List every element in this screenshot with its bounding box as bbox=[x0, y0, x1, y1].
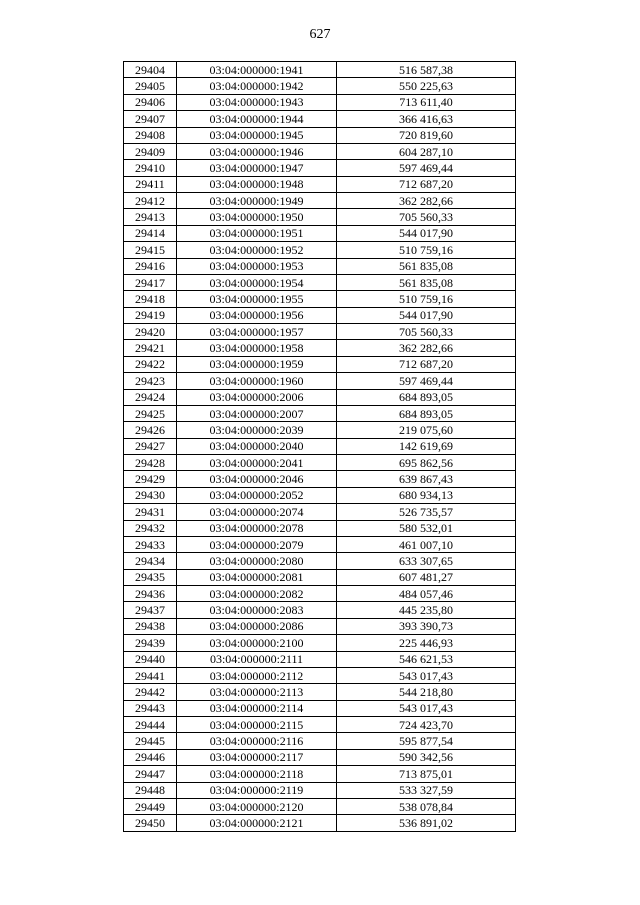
table-row bbox=[124, 160, 516, 176]
cadastral-value-cell: 536 891,02 bbox=[337, 815, 516, 831]
row-number-cell: 29431 bbox=[124, 504, 177, 520]
cadastral-value-cell: 695 862,56 bbox=[337, 455, 516, 471]
row-number-cell: 29440 bbox=[124, 651, 177, 667]
cadastral-number-cell: 03:04:000000:2086 bbox=[177, 618, 337, 634]
cadastral-value-cell: 544 017,90 bbox=[337, 307, 516, 323]
table-row bbox=[124, 291, 516, 307]
table-row bbox=[124, 324, 516, 340]
cadastral-value-cell: 445 235,80 bbox=[337, 602, 516, 618]
cadastral-number-cell: 03:04:000000:2078 bbox=[177, 520, 337, 536]
table-row bbox=[124, 766, 516, 782]
page-number: 627 bbox=[309, 27, 331, 42]
cadastral-value-cell: 533 327,59 bbox=[337, 782, 516, 798]
table-row bbox=[124, 471, 516, 487]
table-row bbox=[124, 307, 516, 323]
table-row bbox=[124, 717, 516, 733]
cadastral-value-cell: 720 819,60 bbox=[337, 127, 516, 143]
cadastral-number-cell: 03:04:000000:2115 bbox=[177, 717, 337, 733]
cadastral-value-cell: 561 835,08 bbox=[337, 274, 516, 290]
row-number-cell: 29436 bbox=[124, 586, 177, 602]
table-row bbox=[124, 798, 516, 814]
table-row bbox=[124, 520, 516, 536]
row-number-cell: 29414 bbox=[124, 225, 177, 241]
cadastral-number-cell: 03:04:000000:2080 bbox=[177, 553, 337, 569]
row-number-cell: 29413 bbox=[124, 209, 177, 225]
row-number-cell: 29441 bbox=[124, 667, 177, 683]
cadastral-value-cell: 510 759,16 bbox=[337, 242, 516, 258]
cadastral-value-cell: 680 934,13 bbox=[337, 487, 516, 503]
row-number-cell: 29432 bbox=[124, 520, 177, 536]
row-number-cell: 29437 bbox=[124, 602, 177, 618]
cadastral-number-cell: 03:04:000000:2082 bbox=[177, 586, 337, 602]
cadastral-number-cell: 03:04:000000:2046 bbox=[177, 471, 337, 487]
table-row bbox=[124, 389, 516, 405]
cadastral-number-cell: 03:04:000000:1955 bbox=[177, 291, 337, 307]
cadastral-number-cell: 03:04:000000:2119 bbox=[177, 782, 337, 798]
row-number-cell: 29427 bbox=[124, 438, 177, 454]
cadastral-number-cell: 03:04:000000:2114 bbox=[177, 700, 337, 716]
table-row bbox=[124, 733, 516, 749]
cadastral-value-cell: 543 017,43 bbox=[337, 700, 516, 716]
row-number-cell: 29404 bbox=[124, 62, 177, 78]
cadastral-number-cell: 03:04:000000:2079 bbox=[177, 536, 337, 552]
row-number-cell: 29428 bbox=[124, 455, 177, 471]
cadastral-number-cell: 03:04:000000:1944 bbox=[177, 111, 337, 127]
cadastral-value-cell: 544 218,80 bbox=[337, 684, 516, 700]
row-number-cell: 29446 bbox=[124, 749, 177, 765]
cadastral-number-cell: 03:04:000000:1946 bbox=[177, 143, 337, 159]
table-row bbox=[124, 209, 516, 225]
row-number-cell: 29417 bbox=[124, 274, 177, 290]
cadastral-value-cell: 724 423,70 bbox=[337, 717, 516, 733]
table-row bbox=[124, 274, 516, 290]
row-number-cell: 29426 bbox=[124, 422, 177, 438]
table-row bbox=[124, 438, 516, 454]
table-row bbox=[124, 193, 516, 209]
row-number-cell: 29408 bbox=[124, 127, 177, 143]
row-number-cell: 29407 bbox=[124, 111, 177, 127]
cadastral-number-cell: 03:04:000000:1958 bbox=[177, 340, 337, 356]
cadastral-value-cell: 561 835,08 bbox=[337, 258, 516, 274]
row-number-cell: 29423 bbox=[124, 373, 177, 389]
cadastral-value-cell: 362 282,66 bbox=[337, 340, 516, 356]
cadastral-value-cell: 607 481,27 bbox=[337, 569, 516, 585]
table-row bbox=[124, 405, 516, 421]
cadastral-number-cell: 03:04:000000:1945 bbox=[177, 127, 337, 143]
row-number-cell: 29415 bbox=[124, 242, 177, 258]
table-row bbox=[124, 127, 516, 143]
table-row bbox=[124, 684, 516, 700]
table-row bbox=[124, 455, 516, 471]
cadastral-number-cell: 03:04:000000:1952 bbox=[177, 242, 337, 258]
row-number-cell: 29409 bbox=[124, 143, 177, 159]
cadastral-number-cell: 03:04:000000:1950 bbox=[177, 209, 337, 225]
cadastral-value-cell: 362 282,66 bbox=[337, 193, 516, 209]
row-number-cell: 29450 bbox=[124, 815, 177, 831]
cadastral-value-cell: 580 532,01 bbox=[337, 520, 516, 536]
row-number-cell: 29419 bbox=[124, 307, 177, 323]
cadastral-value-cell: 516 587,38 bbox=[337, 62, 516, 78]
row-number-cell: 29429 bbox=[124, 471, 177, 487]
row-number-cell: 29449 bbox=[124, 798, 177, 814]
row-number-cell: 29435 bbox=[124, 569, 177, 585]
table-row bbox=[124, 356, 516, 372]
cadastral-value-cell: 712 687,20 bbox=[337, 356, 516, 372]
table-row bbox=[124, 78, 516, 94]
cadastral-number-cell: 03:04:000000:2041 bbox=[177, 455, 337, 471]
cadastral-value-cell: 225 446,93 bbox=[337, 635, 516, 651]
table-row bbox=[124, 749, 516, 765]
cadastral-value-cell: 639 867,43 bbox=[337, 471, 516, 487]
table-row bbox=[124, 242, 516, 258]
cadastral-value-cell: 597 469,44 bbox=[337, 373, 516, 389]
cadastral-number-cell: 03:04:000000:1942 bbox=[177, 78, 337, 94]
cadastral-value-cell: 705 560,33 bbox=[337, 324, 516, 340]
row-number-cell: 29425 bbox=[124, 405, 177, 421]
cadastral-number-cell: 03:04:000000:2111 bbox=[177, 651, 337, 667]
cadastral-value-cell: 590 342,56 bbox=[337, 749, 516, 765]
cadastral-value-cell: 393 390,73 bbox=[337, 618, 516, 634]
cadastral-number-cell: 03:04:000000:1956 bbox=[177, 307, 337, 323]
row-number-cell: 29438 bbox=[124, 618, 177, 634]
table-row bbox=[124, 504, 516, 520]
cadastral-value-cell: 633 307,65 bbox=[337, 553, 516, 569]
cadastral-value-cell: 713 875,01 bbox=[337, 766, 516, 782]
row-number-cell: 29433 bbox=[124, 536, 177, 552]
table-body bbox=[124, 62, 516, 832]
row-number-cell: 29444 bbox=[124, 717, 177, 733]
row-number-cell: 29430 bbox=[124, 487, 177, 503]
cadastral-value-cell: 510 759,16 bbox=[337, 291, 516, 307]
cadastral-number-cell: 03:04:000000:1948 bbox=[177, 176, 337, 192]
row-number-cell: 29442 bbox=[124, 684, 177, 700]
cadastral-number-cell: 03:04:000000:2116 bbox=[177, 733, 337, 749]
row-number-cell: 29412 bbox=[124, 193, 177, 209]
cadastral-value-cell: 684 893,05 bbox=[337, 389, 516, 405]
cadastral-number-cell: 03:04:000000:2118 bbox=[177, 766, 337, 782]
table-row bbox=[124, 667, 516, 683]
table-row bbox=[124, 536, 516, 552]
cadastral-value-cell: 595 877,54 bbox=[337, 733, 516, 749]
row-number-cell: 29445 bbox=[124, 733, 177, 749]
cadastral-number-cell: 03:04:000000:2112 bbox=[177, 667, 337, 683]
cadastral-number-cell: 03:04:000000:2117 bbox=[177, 749, 337, 765]
row-number-cell: 29439 bbox=[124, 635, 177, 651]
row-number-cell: 29418 bbox=[124, 291, 177, 307]
cadastral-number-cell: 03:04:000000:2074 bbox=[177, 504, 337, 520]
cadastral-number-cell: 03:04:000000:1943 bbox=[177, 94, 337, 110]
cadastral-number-cell: 03:04:000000:2120 bbox=[177, 798, 337, 814]
cadastral-value-cell: 543 017,43 bbox=[337, 667, 516, 683]
cadastral-number-cell: 03:04:000000:1953 bbox=[177, 258, 337, 274]
row-number-cell: 29422 bbox=[124, 356, 177, 372]
table-row bbox=[124, 651, 516, 667]
table-row bbox=[124, 111, 516, 127]
table-row bbox=[124, 143, 516, 159]
cadastral-number-cell: 03:04:000000:2113 bbox=[177, 684, 337, 700]
cadastral-number-cell: 03:04:000000:2081 bbox=[177, 569, 337, 585]
cadastral-value-cell: 705 560,33 bbox=[337, 209, 516, 225]
table-row bbox=[124, 569, 516, 585]
cadastral-value-cell: 484 057,46 bbox=[337, 586, 516, 602]
table-row bbox=[124, 422, 516, 438]
cadastral-number-cell: 03:04:000000:2100 bbox=[177, 635, 337, 651]
cadastral-value-cell: 550 225,63 bbox=[337, 78, 516, 94]
table-row bbox=[124, 618, 516, 634]
table-row bbox=[124, 62, 516, 78]
row-number-cell: 29434 bbox=[124, 553, 177, 569]
row-number-cell: 29406 bbox=[124, 94, 177, 110]
cadastral-number-cell: 03:04:000000:2039 bbox=[177, 422, 337, 438]
table-row bbox=[124, 815, 516, 831]
table-row bbox=[124, 782, 516, 798]
table-row bbox=[124, 176, 516, 192]
row-number-cell: 29416 bbox=[124, 258, 177, 274]
cadastral-number-cell: 03:04:000000:2007 bbox=[177, 405, 337, 421]
cadastral-value-cell: 713 611,40 bbox=[337, 94, 516, 110]
row-number-cell: 29411 bbox=[124, 176, 177, 192]
row-number-cell: 29405 bbox=[124, 78, 177, 94]
row-number-cell: 29424 bbox=[124, 389, 177, 405]
row-number-cell: 29447 bbox=[124, 766, 177, 782]
table-row bbox=[124, 340, 516, 356]
table-row bbox=[124, 553, 516, 569]
table-row bbox=[124, 700, 516, 716]
table-row bbox=[124, 635, 516, 651]
cadastral-value-cell: 604 287,10 bbox=[337, 143, 516, 159]
row-number-cell: 29421 bbox=[124, 340, 177, 356]
cadastral-value-cell: 712 687,20 bbox=[337, 176, 516, 192]
cadastral-number-cell: 03:04:000000:1960 bbox=[177, 373, 337, 389]
cadastral-value-cell: 538 078,84 bbox=[337, 798, 516, 814]
cadastral-value-cell: 597 469,44 bbox=[337, 160, 516, 176]
table-row bbox=[124, 225, 516, 241]
row-number-cell: 29448 bbox=[124, 782, 177, 798]
cadastral-value-cell: 526 735,57 bbox=[337, 504, 516, 520]
cadastral-value-cell: 219 075,60 bbox=[337, 422, 516, 438]
cadastral-number-cell: 03:04:000000:2006 bbox=[177, 389, 337, 405]
cadastral-value-cell: 461 007,10 bbox=[337, 536, 516, 552]
table-row bbox=[124, 602, 516, 618]
cadastral-number-cell: 03:04:000000:2052 bbox=[177, 487, 337, 503]
table-row bbox=[124, 258, 516, 274]
cadastral-number-cell: 03:04:000000:2121 bbox=[177, 815, 337, 831]
cadastral-value-table bbox=[123, 61, 516, 832]
table-row bbox=[124, 94, 516, 110]
cadastral-number-cell: 03:04:000000:2040 bbox=[177, 438, 337, 454]
cadastral-number-cell: 03:04:000000:1941 bbox=[177, 62, 337, 78]
cadastral-value-cell: 142 619,69 bbox=[337, 438, 516, 454]
cadastral-number-cell: 03:04:000000:1951 bbox=[177, 225, 337, 241]
cadastral-value-cell: 544 017,90 bbox=[337, 225, 516, 241]
cadastral-number-cell: 03:04:000000:2083 bbox=[177, 602, 337, 618]
table-row bbox=[124, 586, 516, 602]
row-number-cell: 29443 bbox=[124, 700, 177, 716]
table-row bbox=[124, 373, 516, 389]
cadastral-number-cell: 03:04:000000:1949 bbox=[177, 193, 337, 209]
cadastral-number-cell: 03:04:000000:1959 bbox=[177, 356, 337, 372]
cadastral-number-cell: 03:04:000000:1954 bbox=[177, 274, 337, 290]
row-number-cell: 29410 bbox=[124, 160, 177, 176]
cadastral-number-cell: 03:04:000000:1957 bbox=[177, 324, 337, 340]
table-row bbox=[124, 487, 516, 503]
cadastral-value-cell: 366 416,63 bbox=[337, 111, 516, 127]
row-number-cell: 29420 bbox=[124, 324, 177, 340]
cadastral-value-cell: 684 893,05 bbox=[337, 405, 516, 421]
cadastral-number-cell: 03:04:000000:1947 bbox=[177, 160, 337, 176]
cadastral-value-cell: 546 621,53 bbox=[337, 651, 516, 667]
